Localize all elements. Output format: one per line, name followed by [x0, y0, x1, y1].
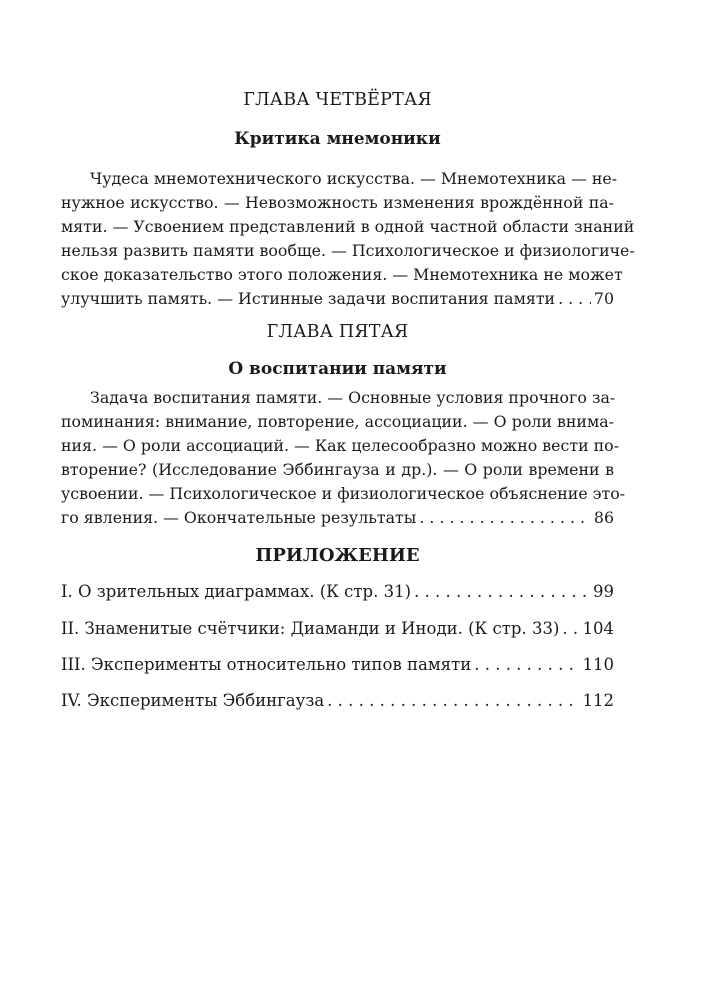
chapter-4-title: Критика мнемоники	[234, 129, 441, 149]
dot-leader	[327, 689, 579, 713]
appendix-toc-entry	[61, 689, 614, 713]
appendix-toc-entry	[61, 617, 614, 641]
appendix-toc-entry	[61, 580, 614, 604]
appendix-entry-page: 104	[582, 619, 614, 638]
chapter-4-label: ГЛАВА ЧЕТВЁРТАЯ	[243, 90, 432, 110]
dot-leader	[558, 287, 591, 311]
chapter-5-label: ГЛАВА ПЯТАЯ	[266, 322, 409, 342]
chapter-4-page-number: 70	[593, 289, 614, 308]
chapter-5-toc-entry	[61, 506, 614, 530]
appendix-entry-page: 110	[582, 655, 614, 674]
dot-leader	[474, 653, 579, 677]
chapter-5-page-number: 86	[593, 508, 614, 527]
chapter-5-summary-line: Задача воспитания памяти. — Основные условия прочного за-	[90, 388, 616, 407]
appendix-entry-title: IV. Эксперименты Эббингауза	[61, 691, 325, 710]
chapter-5-summary-last-line: го явления. — Окончательные результаты	[61, 508, 417, 527]
chapter-4-summary-line: ское доказательство этого положения. — Мнемотехника не может	[61, 265, 623, 284]
chapter-4-summary-line: мяти. — Усвоением представлений в одной частной области знаний	[61, 217, 635, 236]
chapter-4-toc-entry	[61, 287, 614, 311]
chapter-5-title: О воспитании памяти	[228, 359, 447, 379]
appendix-entry-page: 99	[593, 582, 614, 601]
appendix-entry-title: III. Эксперименты относительно типов памяти	[61, 655, 472, 674]
chapter-5-summary-line: вторение? (Исследование Эббингауза и др.). — О роли времени в	[61, 460, 614, 479]
dot-leader	[562, 617, 579, 641]
chapter-4-summary-line: нельзя развить памяти вообще. — Психологическое и физиологиче-	[61, 241, 635, 260]
appendix-entry-page: 112	[582, 691, 614, 710]
appendix-title: ПРИЛОЖЕНИЕ	[255, 545, 420, 566]
chapter-4-summary-line: нужное искусство. — Невозможность изменения врождённой па-	[61, 193, 614, 212]
chapter-5-summary-line: поминания: внимание, повторение, ассоциации. — О роли внима-	[61, 412, 614, 431]
chapter-5-summary-line: усвоении. — Психологическое и физиологическое объяснение это-	[61, 484, 626, 503]
dot-leader	[419, 506, 591, 530]
appendix-entry-title: I. О зрительных диаграммах. (К стр. 31)	[61, 582, 412, 601]
chapter-5-summary-line: ния. — О роли ассоциаций. — Как целесообразно можно вести по-	[61, 436, 620, 455]
chapter-4-summary-last-line: улучшить память. — Истинные задачи воспитания памяти	[61, 289, 556, 308]
appendix-toc-entry	[61, 653, 614, 677]
appendix-entry-title: II. Знаменитые счётчики: Диаманди и Иноди. (К стр. 33)	[61, 619, 560, 638]
dot-leader	[414, 580, 590, 604]
chapter-4-summary-line: Чудеса мнемотехнического искусства. — Мнемотехника — не-	[90, 169, 618, 188]
